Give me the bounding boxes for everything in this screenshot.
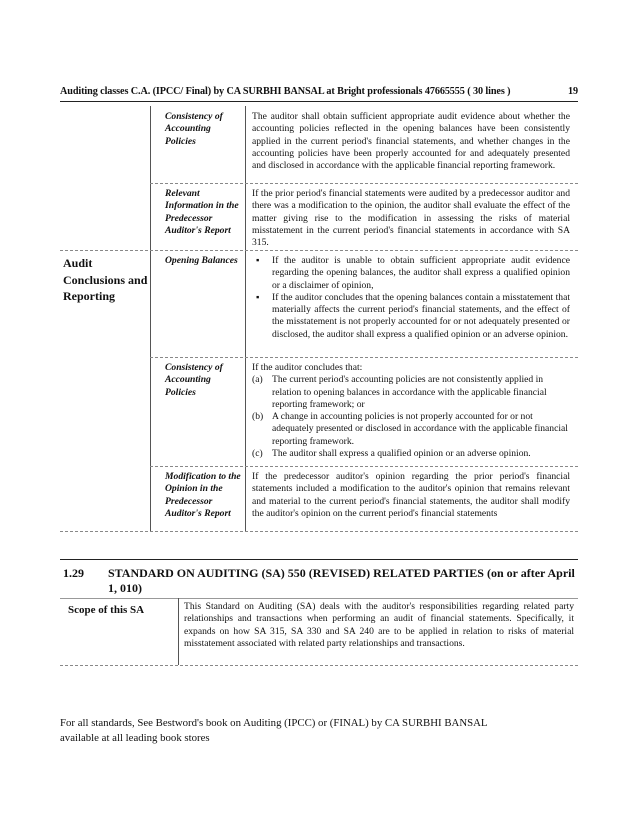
table-divider-left bbox=[150, 106, 151, 531]
bullet-icon: ▪ bbox=[256, 291, 260, 303]
row-divider bbox=[150, 466, 578, 467]
row-label-consistency-2: Consistency of Accounting Policies bbox=[165, 362, 223, 398]
header-title: Auditing classes C.A. (IPCC/ Final) by CA SURBHI BANSAL at Bright professionals 47665555 ( 30 lines ) bbox=[60, 86, 511, 97]
row-text-consistency-1: The auditor shall obtain sufficient appropriate audit evidence about whether the accounting policies reflected in the opening balances have been consistently applied in the current period's financial statements, and whether changes in the accounting policies have been properly accounted for and adequately presented and disclosed in accordance with the applicable financial reporting framework. bbox=[252, 111, 570, 172]
row-divider bbox=[60, 531, 578, 532]
list-text: The auditor shall express a qualified opinion or an adverse opinion. bbox=[272, 448, 531, 460]
list-text: A change in accounting policies is not properly accounted for or not adequately presented or disclosed in accordance with the applicable financial reporting framework. bbox=[272, 411, 568, 447]
bullet-item bbox=[252, 292, 570, 341]
page-footer bbox=[60, 716, 580, 745]
row-text-modification: If the predecessor auditor's opinion regarding the prior period's financial statements included a modification to the auditor's opinion that remains relevant and material to the current period's financial statements, the auditor shall modify the auditor's opinion on the current period's financial statements bbox=[252, 471, 570, 519]
footer-line-1: For all standards, See Bestword's book on Auditing (IPCC) or (FINAL) by CA SURBHI BANSAL bbox=[60, 717, 488, 729]
row-text-relevant-info: If the prior period's financial statements were audited by a predecessor auditor and there was a modification to the opinion, the auditor shall evaluate the effect of the matter giving rise to the modification in assessing the risks of material misstatement in the current period's financial statements in accordance with SA 315. bbox=[252, 188, 570, 249]
bullet-icon: ▪ bbox=[256, 255, 260, 266]
list-intro: If the auditor concludes that: bbox=[252, 362, 363, 373]
row-bullets-opening-balances bbox=[252, 255, 570, 341]
section-number: 1.29 bbox=[63, 566, 84, 580]
list-text: The current period's accounting policies are not consistently applied in relation to opening balances in accordance with the applicable financial reporting framework; or bbox=[272, 374, 547, 410]
page-number: 19 bbox=[568, 86, 578, 97]
list-marker: (c) bbox=[252, 448, 263, 460]
row-label-modification: Modification to the Opinion in the Predecessor Auditor's Report bbox=[165, 471, 241, 519]
bullet-text: If the auditor concludes that the opening balances contain a misstatement that materially affects the current period's financial statements, and the effect of the misstatement is not properly accounted for or not adequately presented or disclosed, the auditor shall express a qualified opinion or an adverse opinion. bbox=[272, 291, 570, 340]
section-title: STANDARD ON AUDITING (SA) 550 (REVISED) RELATED PARTIES (on or after April 1, 010) bbox=[108, 566, 575, 595]
list-item bbox=[252, 374, 570, 411]
scope-label: Scope of this SA bbox=[68, 604, 145, 616]
scope-rule-bottom bbox=[60, 665, 578, 666]
bullet-text: If the auditor is unable to obtain sufficient appropriate audit evidence regarding the opening balances, the auditor shall express a qualified opinion or a disclaimer of opinion, bbox=[272, 255, 570, 291]
scope-divider bbox=[178, 598, 179, 665]
row-list-consistency-2 bbox=[252, 362, 570, 460]
row-divider bbox=[150, 357, 578, 358]
bullet-item bbox=[252, 255, 570, 292]
scope-text: This Standard on Auditing (SA) deals with the auditor's responsibilities regarding related party relationships and transactions when performing an audit of financial statements. Specifically, it expands on how SA 315, SA 330 and SA 240 are to be applied in relation to risks of material misstatement associated with related party relationships and transactions. bbox=[184, 601, 574, 649]
row-label-consistency-1: Consistency of Accounting Policies bbox=[165, 111, 223, 147]
list-item bbox=[252, 411, 570, 448]
row-label-relevant-info: Relevant Information in the Predecessor Auditor's Report bbox=[165, 188, 239, 236]
list-marker: (b) bbox=[252, 411, 264, 423]
section-rule-top bbox=[60, 559, 578, 560]
table-divider-right bbox=[245, 106, 246, 531]
list-item bbox=[252, 448, 570, 460]
scope-rule-top bbox=[60, 598, 578, 599]
footer-line-2: available at all leading book stores bbox=[60, 731, 210, 744]
list-marker: (a) bbox=[252, 374, 263, 386]
main-row-label: Audit Conclusions and Reporting bbox=[63, 256, 148, 303]
row-label-opening-balances: Opening Balances bbox=[165, 255, 238, 266]
row-divider bbox=[60, 250, 578, 251]
row-divider bbox=[150, 183, 578, 184]
page-header bbox=[60, 86, 578, 97]
header-rule bbox=[60, 101, 578, 102]
